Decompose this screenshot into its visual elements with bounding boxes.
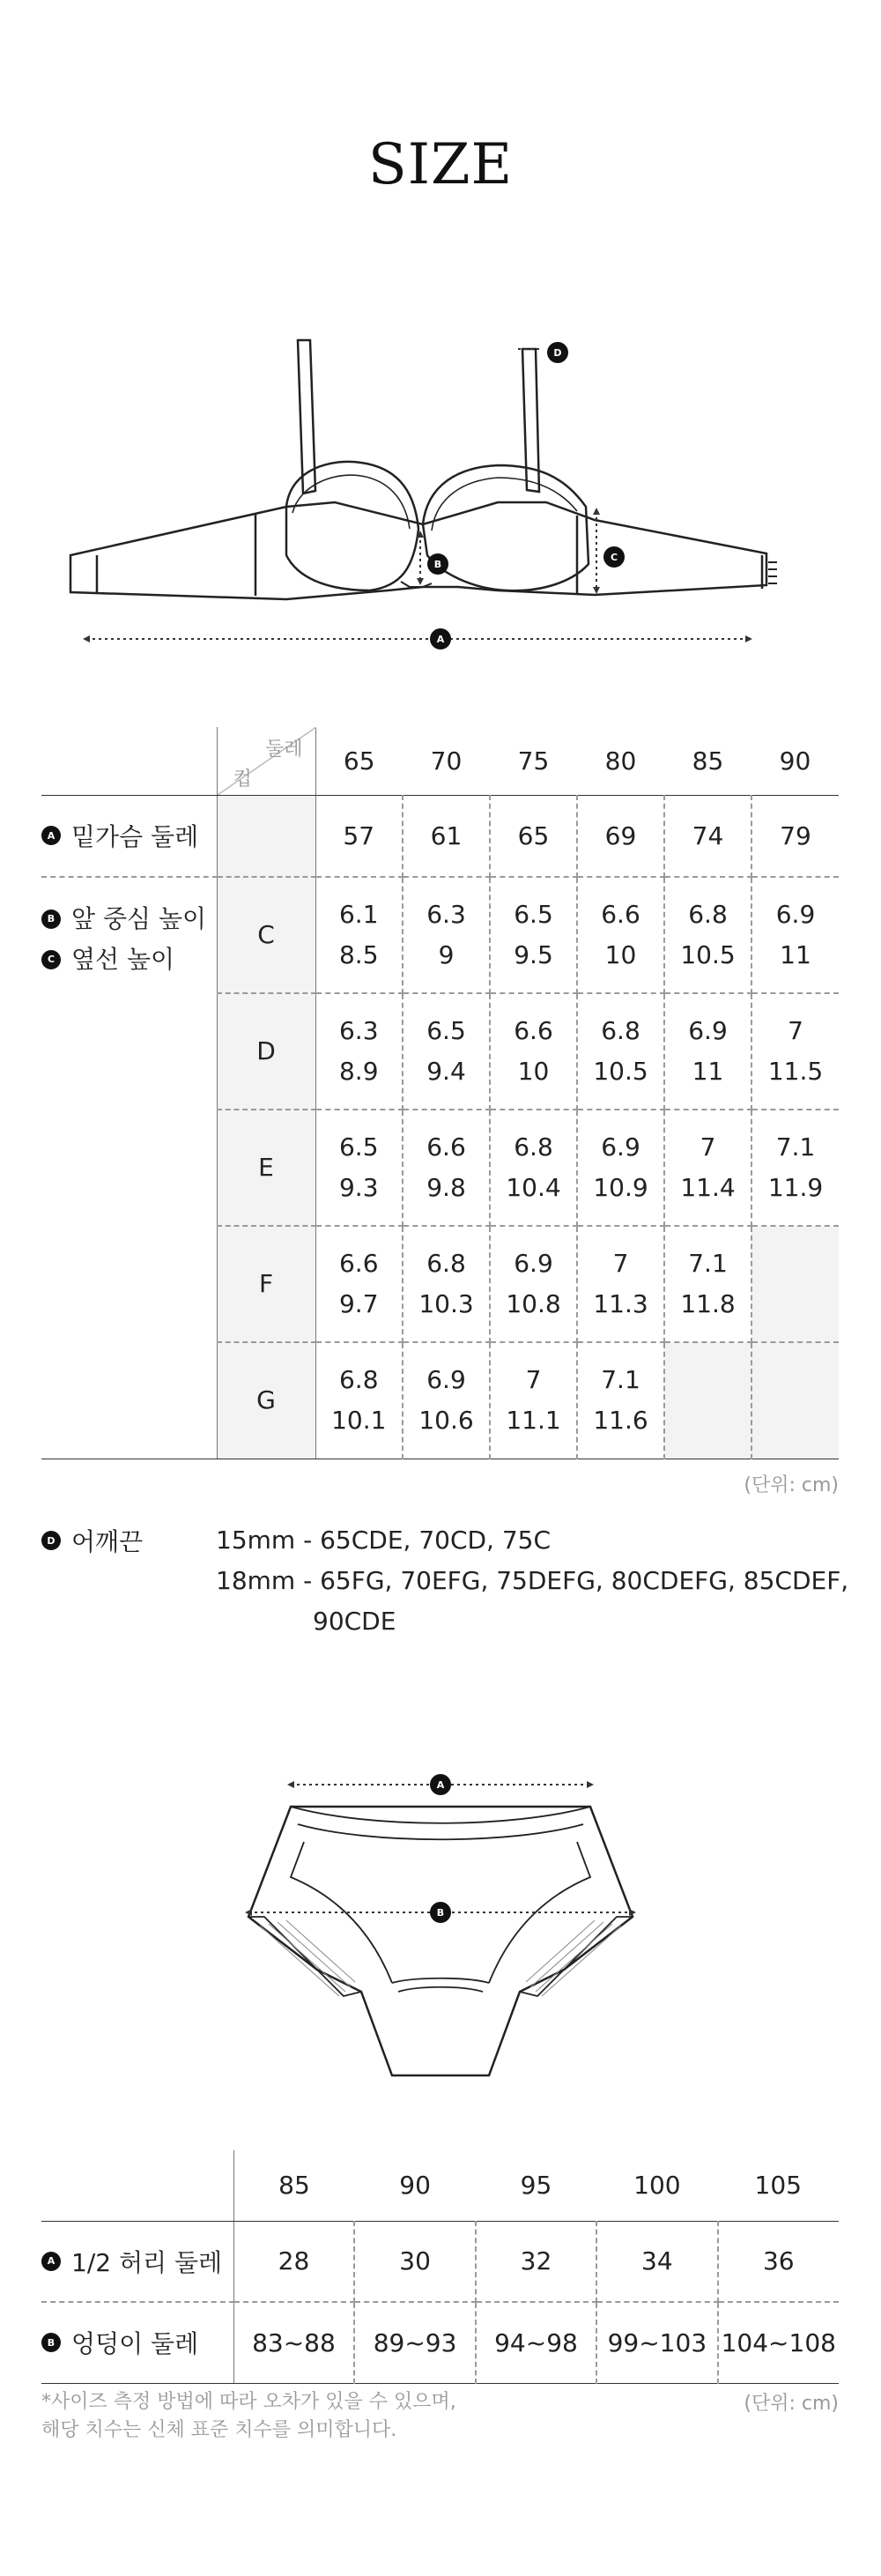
underbust-label-cell <box>41 795 217 877</box>
value-cell: 6.8 10.1 <box>315 1342 403 1459</box>
band-header: 85 <box>664 727 751 795</box>
table-header-row <box>41 727 839 795</box>
size-header: 100 <box>596 2150 717 2221</box>
note-line-1: *사이즈 측정 방법에 따라 오차가 있을 수 있으며, <box>41 2391 456 2413</box>
cup-row-c <box>41 877 839 993</box>
value-cell: 89~93 <box>354 2302 475 2383</box>
size-header: 85 <box>233 2150 354 2221</box>
header-cup-label: 컵 <box>233 768 252 791</box>
value-cell: 65 <box>490 795 577 877</box>
value-cell: 7.1 11.6 <box>577 1342 664 1459</box>
label-b-marker <box>430 1902 451 1923</box>
header-blank <box>41 727 217 795</box>
value-cell: 6.9 10.9 <box>577 1110 664 1226</box>
front-height-label: 앞 중심 높이 <box>71 904 207 933</box>
strap-label: 어깨끈 <box>71 1527 144 1556</box>
value-cell: 30 <box>354 2221 475 2302</box>
underbust-row <box>41 795 839 877</box>
value-cell: 74 <box>664 795 751 877</box>
value-cell: 6.6 9.7 <box>315 1226 403 1342</box>
band-header: 90 <box>751 727 839 795</box>
label-a-marker <box>430 1774 451 1795</box>
hip-label-cell <box>41 2302 233 2383</box>
value-cell: 104~108 <box>718 2302 839 2383</box>
size-header: 95 <box>476 2150 596 2221</box>
page-title: SIZE <box>367 132 514 197</box>
hip-row <box>41 2302 839 2383</box>
value-cell: 6.6 10 <box>577 877 664 993</box>
height-label-cell <box>41 877 217 1459</box>
value-cell: 6.8 10.3 <box>403 1226 490 1342</box>
hip-label: 엉덩이 둘레 <box>71 2329 199 2359</box>
header-band-cup <box>217 727 315 795</box>
value-cell: 7.1 11.9 <box>751 1110 839 1226</box>
value-cell: 99~103 <box>596 2302 717 2383</box>
label-d-marker <box>547 342 568 363</box>
strap-line-18mm-cont: 90CDE <box>313 1607 396 1636</box>
svg-text:A: A <box>436 634 445 645</box>
empty-cell <box>751 1342 839 1459</box>
badge-a: A <box>41 826 61 845</box>
bra-illustration <box>0 326 881 661</box>
value-cell: 6.5 9.4 <box>403 993 490 1110</box>
strap-line-15mm: 15mm - 65CDE, 70CD, 75C <box>216 1526 552 1555</box>
cup-label: E <box>217 1110 315 1226</box>
waist-row <box>41 2221 839 2302</box>
note-line-2: 해당 치수는 신체 표준 치수를 의미합니다. <box>41 2419 397 2441</box>
value-cell: 6.9 11 <box>751 877 839 993</box>
panty-size-table <box>41 2150 839 2384</box>
value-cell: 6.6 10 <box>490 993 577 1110</box>
value-cell: 7 11.4 <box>664 1110 751 1226</box>
value-cell: 61 <box>403 795 490 877</box>
bra-size-table <box>41 727 839 1459</box>
band-header: 70 <box>403 727 490 795</box>
bra-unit-label: (단위: cm) <box>744 1474 839 1496</box>
svg-text:B: B <box>436 1907 445 1919</box>
value-cell: 57 <box>315 795 403 877</box>
svg-text:B: B <box>433 559 442 570</box>
measurement-note <box>41 2388 456 2445</box>
band-header: 75 <box>490 727 577 795</box>
badge-b: B <box>41 909 61 929</box>
value-cell: 7 11.3 <box>577 1226 664 1342</box>
label-a-marker <box>430 628 451 650</box>
svg-text:D: D <box>553 347 562 359</box>
badge-b: B <box>41 2333 61 2352</box>
cup-label: F <box>217 1226 315 1342</box>
value-cell: 6.6 9.8 <box>403 1110 490 1226</box>
header-band-label: 둘레 <box>264 739 303 761</box>
badge-a: A <box>41 2252 61 2271</box>
cup-label: C <box>217 877 315 993</box>
label-c-marker <box>603 546 625 568</box>
value-cell: 28 <box>233 2221 354 2302</box>
size-header: 105 <box>718 2150 839 2221</box>
value-cell: 7 11.1 <box>490 1342 577 1459</box>
value-cell: 69 <box>577 795 664 877</box>
value-cell: 34 <box>596 2221 717 2302</box>
badge-c: C <box>41 950 61 969</box>
side-height-label: 옆선 높이 <box>71 945 175 974</box>
value-cell: 6.1 8.5 <box>315 877 403 993</box>
underbust-label: 밑가슴 둘레 <box>71 822 199 852</box>
cup-label: G <box>217 1342 315 1459</box>
panty-unit-label: (단위: cm) <box>744 2393 839 2415</box>
label-b-marker <box>427 553 448 575</box>
badge-d: D <box>41 1531 61 1550</box>
size-header: 90 <box>354 2150 475 2221</box>
value-cell: 94~98 <box>476 2302 596 2383</box>
value-cell: 32 <box>476 2221 596 2302</box>
value-cell: 7.1 11.8 <box>664 1226 751 1342</box>
value-cell: 6.5 9.3 <box>315 1110 403 1226</box>
svg-text:C: C <box>610 552 618 563</box>
value-cell: 36 <box>718 2221 839 2302</box>
value-cell: 6.8 10.4 <box>490 1110 577 1226</box>
empty-cell <box>664 1342 751 1459</box>
value-cell: 6.9 10.8 <box>490 1226 577 1342</box>
value-cell: 6.5 9.5 <box>490 877 577 993</box>
value-cell: 6.9 11 <box>664 993 751 1110</box>
cup-label: D <box>217 993 315 1110</box>
value-cell: 6.8 10.5 <box>577 993 664 1110</box>
table-header-row <box>41 2150 839 2221</box>
svg-text:A: A <box>436 1779 445 1791</box>
cup-cell-empty <box>217 795 315 877</box>
value-cell: 83~88 <box>233 2302 354 2383</box>
value-cell: 6.3 9 <box>403 877 490 993</box>
value-cell: 79 <box>751 795 839 877</box>
value-cell: 6.8 10.5 <box>664 877 751 993</box>
value-cell: 6.9 10.6 <box>403 1342 490 1459</box>
value-cell: 7 11.5 <box>751 993 839 1110</box>
strap-line-18mm: 18mm - 65FG, 70EFG, 75DEFG, 80CDEFG, 85CDEF, <box>216 1566 849 1595</box>
empty-cell <box>751 1226 839 1342</box>
band-header: 80 <box>577 727 664 795</box>
panty-illustration <box>0 1758 881 2093</box>
header-blank <box>41 2150 233 2221</box>
waist-label: 1/2 허리 둘레 <box>71 2247 223 2277</box>
band-header: 65 <box>315 727 403 795</box>
waist-label-cell <box>41 2221 233 2302</box>
value-cell: 6.3 8.9 <box>315 993 403 1110</box>
